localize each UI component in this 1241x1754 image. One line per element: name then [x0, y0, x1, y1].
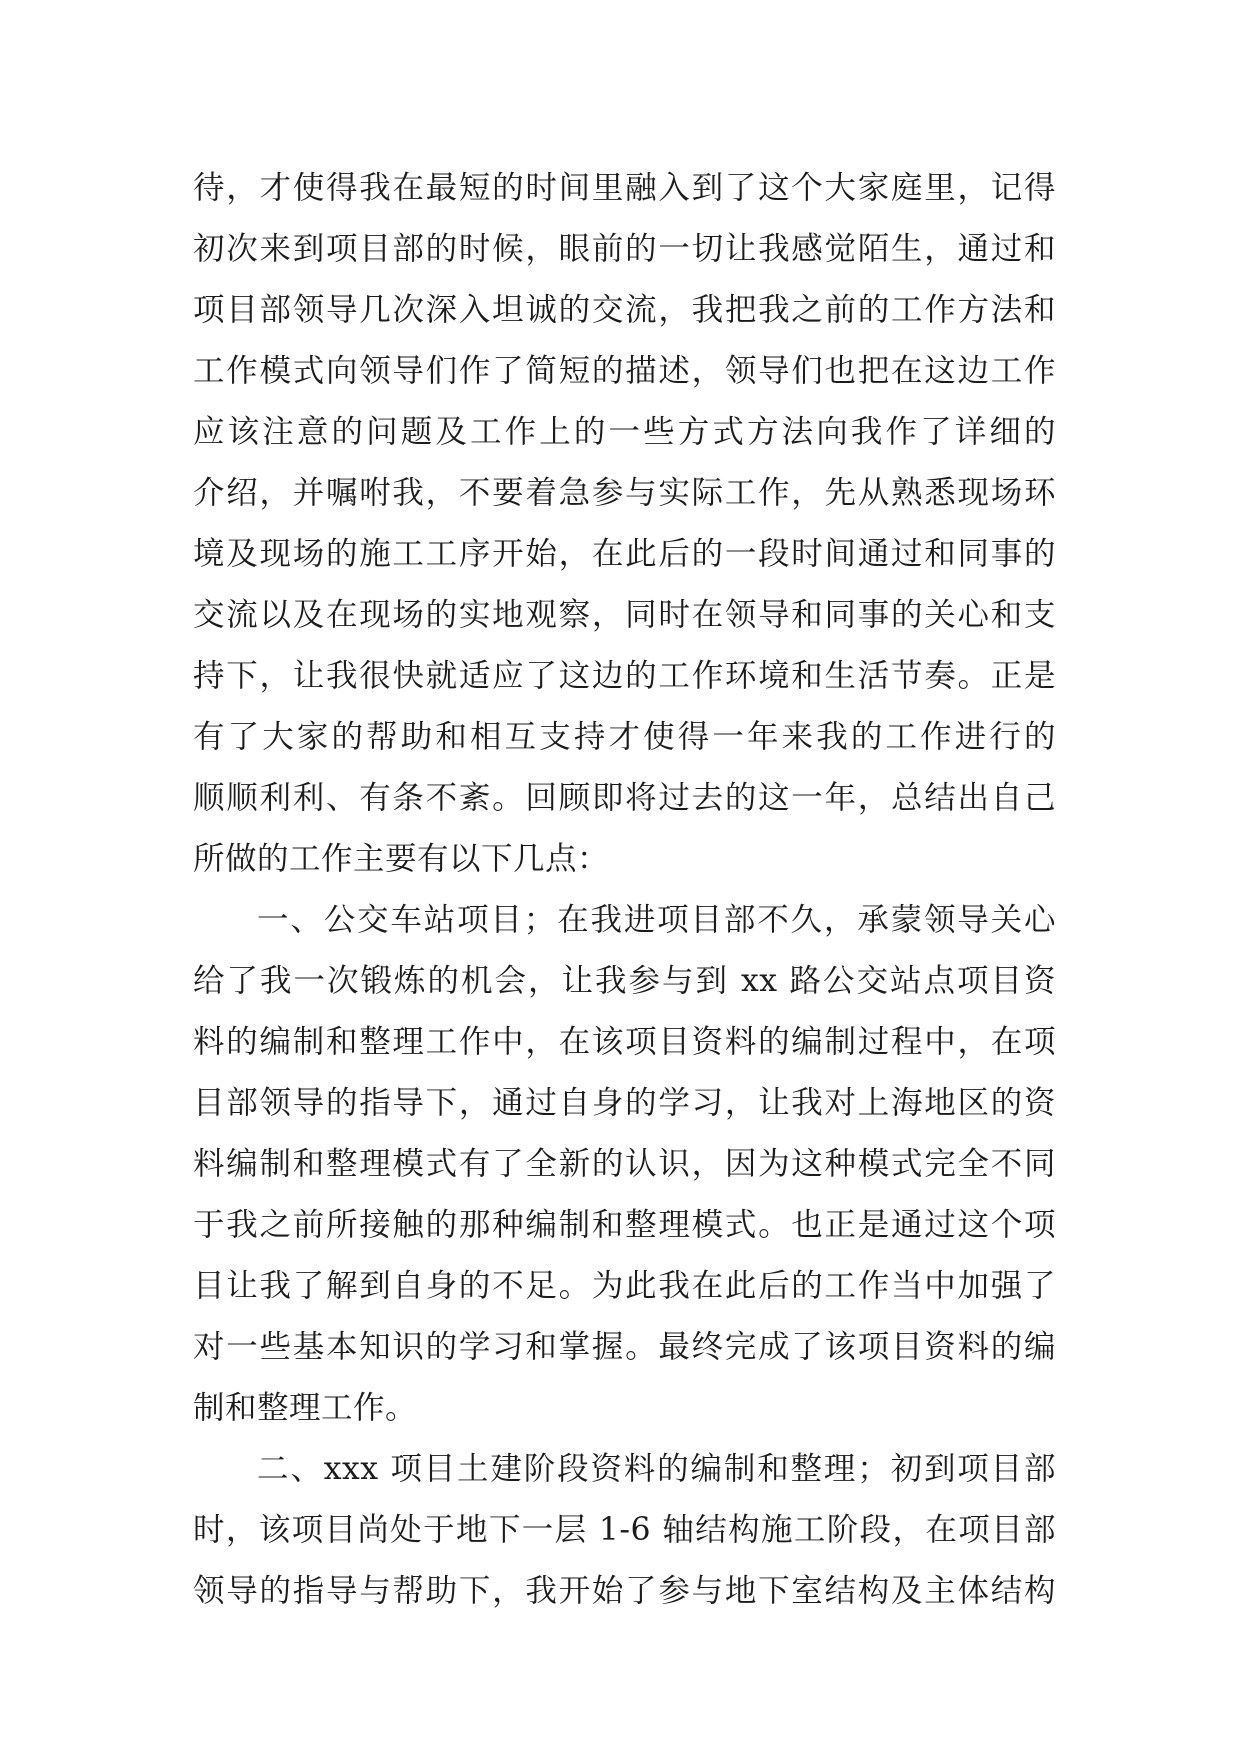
text-line: 时，该项目尚处于地下一层 1-6 轴结构施工阶段，在项目部 — [193, 1512, 1056, 1548]
text-line: 给了我一次锻炼的机会，让我参与到 xx 路公交站点项目资 — [193, 963, 1056, 999]
text-line: 初次来到项目部的时候，眼前的一切让我感觉陌生，通过和 — [193, 231, 1056, 267]
text-line: 待，才使得我在最短的时间里融入到了这个大家庭里，记得 — [193, 170, 1056, 206]
text-line: 领导的指导与帮助下，我开始了参与地下室结构及主体结构 — [193, 1573, 1056, 1609]
text-line: 介绍，并嘱咐我，不要着急参与实际工作，先从熟悉现场环 — [193, 475, 1056, 511]
document-body — [193, 158, 1056, 1622]
text-line: 交流以及在现场的实地观察，同时在领导和同事的关心和支 — [193, 597, 1056, 633]
text-line: 持下，让我很快就适应了这边的工作环境和生活节奏。正是 — [193, 658, 1056, 694]
paragraph-last-line: 制和整理工作。 — [193, 1390, 418, 1426]
text-line: 对一些基本知识的学习和掌握。最终完成了该项目资料的编 — [193, 1329, 1056, 1365]
text-line: 应该注意的问题及工作上的一些方式方法向我作了详细的 — [193, 414, 1056, 450]
text-line: 料编制和整理模式有了全新的认识，因为这种模式完全不同 — [193, 1146, 1056, 1182]
text-line: 境及现场的施工工序开始，在此后的一段时间通过和同事的 — [193, 536, 1056, 572]
text-line: 项目部领导几次深入坦诚的交流，我把我之前的工作方法和 — [193, 292, 1056, 328]
text-line: 料的编制和整理工作中，在该项目资料的编制过程中，在项 — [193, 1024, 1056, 1060]
text-line: 有了大家的帮助和相互支持才使得一年来我的工作进行的 — [193, 719, 1056, 755]
text-line: 目让我了解到自身的不足。为此我在此后的工作当中加强了 — [193, 1268, 1056, 1304]
text-line: 工作模式向领导们作了简短的描述，领导们也把在这边工作 — [193, 353, 1056, 389]
text-line: 于我之前所接触的那种编制和整理模式。也正是通过这个项 — [193, 1207, 1056, 1243]
section-heading-line: 二、xxx 项目土建阶段资料的编制和整理；初到项目部 — [257, 1451, 1056, 1487]
text-line: 顺顺利利、有条不紊。回顾即将过去的这一年，总结出自己 — [193, 780, 1056, 816]
text-line: 目部领导的指导下，通过自身的学习，让我对上海地区的资 — [193, 1085, 1056, 1121]
paragraph-last-line: 所做的工作主要有以下几点： — [193, 841, 610, 877]
section-heading-line: 一、公交车站项目；在我进项目部不久，承蒙领导关心 — [257, 902, 1056, 938]
